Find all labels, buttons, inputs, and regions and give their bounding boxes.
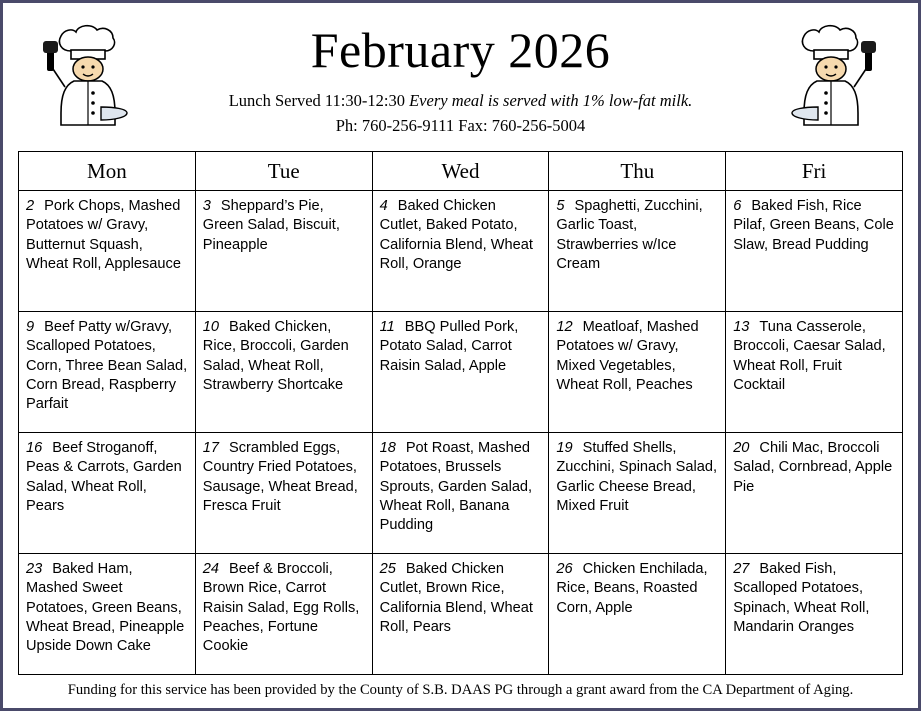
calendar-day-cell [195,554,372,675]
day-menu: Beef & Broccoli, Brown Rice, Carrot Raisin Salad, Egg Rolls, Peaches, Fortune Cookie [202,561,360,654]
calendar-day-cell [549,433,726,554]
day-number: 6 [733,198,742,214]
page-title: February 2026 [310,22,611,78]
day-menu: Stuffed Shells, Zucchini, Spinach Salad, Garlic Cheese Bread, Mixed Fruit [556,440,718,514]
day-number: 12 [556,319,573,335]
calendar-week-row [19,433,903,554]
calendar-week-row [19,312,903,433]
calendar-day-cell [726,191,903,312]
day-menu: Chicken Enchilada, Rice, Beans, Roasted Corn, Apple [556,561,708,616]
calendar-day-cell [372,554,549,675]
day-menu: Scrambled Eggs, Country Fried Potatoes, Sausage, Wheat Bread, Fresca Fruit [202,440,358,514]
calendar-day-cell [19,191,196,312]
day-menu: Meatloaf, Mashed Potatoes w/ Gravy, Mixed Vegetables, Wheat Roll, Peaches [556,319,699,393]
page-header [3,3,918,151]
weekday-header-wed: Wed [372,152,549,191]
day-menu: Tuna Casserole, Broccoli, Caesar Salad, Wheat Roll, Fruit Cocktail [733,319,886,393]
day-menu: Baked Fish, Scalloped Potatoes, Spinach, Wheat Roll, Mandarin Oranges [733,561,870,635]
weekday-header-mon: Mon [19,152,196,191]
day-number: 18 [379,440,396,456]
day-number: 3 [202,198,211,214]
day-menu: Sheppard’s Pie, Green Salad, Biscuit, Pineapple [202,198,340,253]
calendar-day-cell [726,554,903,675]
calendar-day-cell [549,312,726,433]
day-menu: Baked Ham, Mashed Sweet Potatoes, Green Beans, Wheat Bread, Pineapple Upside Down Cake [26,561,185,654]
lunch-time-text: Lunch Served 11:30-12:30 [228,91,405,110]
calendar-day-cell [195,433,372,554]
milk-note-text: Every meal is served with 1% low-fat milk. [409,91,693,110]
day-number: 10 [202,319,220,335]
day-menu: Pot Roast, Mashed Potatoes, Brussels Sprouts, Garden Salad, Wheat Roll, Banana Pudding [379,440,533,533]
day-menu: Spaghetti, Zucchini, Garlic Toast, Strawberries w/Ice Cream [556,198,703,272]
day-number: 24 [202,561,220,577]
chef-icon-left [41,21,137,131]
day-number: 2 [26,198,35,214]
day-number: 17 [202,440,220,456]
calendar-day-cell [372,191,549,312]
calendar-day-cell [372,312,549,433]
day-menu: Baked Chicken Cutlet, Baked Potato, California Blend, Wheat Roll, Orange [379,198,533,272]
calendar-day-cell [549,554,726,675]
weekday-header-fri: Fri [726,152,903,191]
day-number: 26 [556,561,573,577]
calendar-day-cell [19,433,196,554]
calendar-week-row [19,191,903,312]
weekday-header-row [19,152,903,191]
day-number: 5 [556,198,565,214]
calendar-day-cell [195,312,372,433]
day-menu: Baked Fish, Rice Pilaf, Green Beans, Cole Slaw, Bread Pudding [733,198,894,253]
day-menu: Chili Mac, Broccoli Salad, Cornbread, Apple Pie [733,440,893,495]
day-number: 19 [556,440,573,456]
day-number: 27 [733,561,750,577]
day-number: 20 [733,440,750,456]
calendar-day-cell [726,433,903,554]
chef-icon-right [784,21,880,131]
lunch-time-line [3,91,918,111]
day-menu: Beef Stroganoff, Peas & Carrots, Garden Salad, Wheat Roll, Pears [26,440,182,514]
menu-calendar-table [18,151,903,675]
weekday-header-tue: Tue [195,152,372,191]
weekday-header-thu: Thu [549,152,726,191]
day-number: 25 [379,561,396,577]
contact-line: Ph: 760-256-9111 Fax: 760-256-5004 [335,116,586,135]
calendar-week-row [19,554,903,675]
day-menu: Baked Chicken Cutlet, Brown Rice, California Blend, Wheat Roll, Pears [379,561,533,635]
day-menu: BBQ Pulled Pork, Potato Salad, Carrot Raisin Salad, Apple [379,319,519,374]
day-number: 16 [26,440,43,456]
funding-footer: Funding for this service has been provided by the County of S.B. DAAS PG through a grant award from the CA Department of Aging. [67,682,854,698]
calendar-day-cell [549,191,726,312]
day-number: 4 [379,198,388,214]
day-menu: Baked Chicken, Rice, Broccoli, Garden Salad, Wheat Roll, Strawberry Shortcake [202,319,349,393]
calendar-day-cell [726,312,903,433]
day-number: 23 [26,561,43,577]
day-menu: Beef Patty w/Gravy, Scalloped Potatoes, Corn, Three Bean Salad, Corn Bread, Raspberry Parfait [26,319,188,412]
day-number: 13 [733,319,750,335]
calendar-day-cell [195,191,372,312]
calendar-day-cell [19,554,196,675]
calendar-day-cell [372,433,549,554]
day-number: 11 [379,319,395,335]
day-menu: Pork Chops, Mashed Potatoes w/ Gravy, Butternut Squash, Wheat Roll, Applesauce [26,198,181,272]
calendar-day-cell [19,312,196,433]
day-number: 9 [26,319,35,335]
